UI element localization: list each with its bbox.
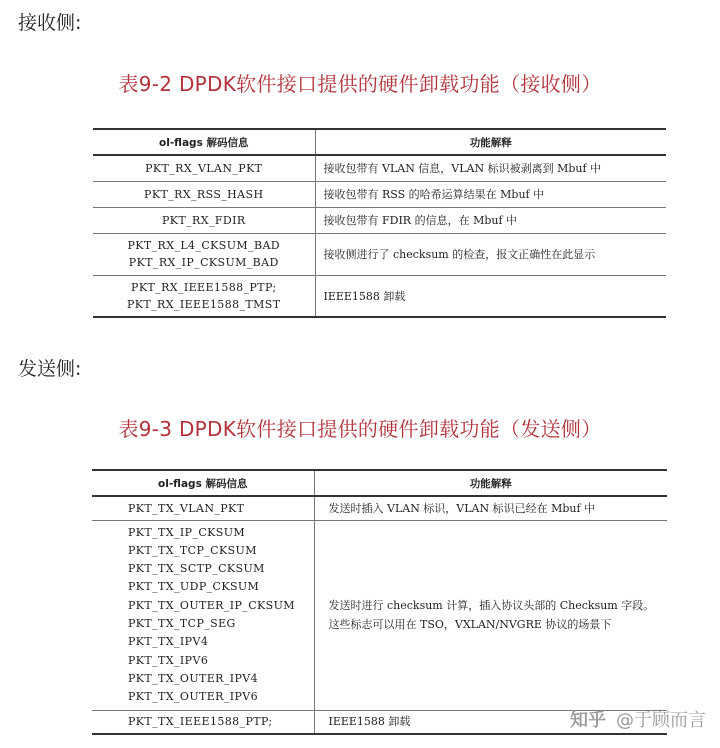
transmit-offload-table <box>92 469 667 735</box>
watermark-author: @于顾而言 <box>616 710 706 731</box>
zhihu-watermark <box>570 706 706 732</box>
column-header-flags: ol-flags 解码信息 <box>92 470 314 496</box>
flags-cell <box>92 710 314 734</box>
description-cell: IEEE1588 卸载 <box>314 710 667 734</box>
table-row <box>93 207 666 233</box>
description-cell: 发送时进行 checksum 计算，插入协议头部的 Checksum 字段。这些标志可以用在 TSO，VXLAN/NVGRE 协议的场景下 <box>314 520 667 710</box>
flag-name: PKT_RX_IEEE1588_PTP; <box>131 280 277 294</box>
table-row <box>93 155 666 181</box>
table-9-2-caption: 表9-2 DPDK软件接口提供的硬件卸载功能（接收侧） <box>118 72 602 96</box>
flag-name: PKT_TX_IP_CKSUM <box>128 525 246 539</box>
description-cell: 接收包带有 FDIR 的信息，在 Mbuf 中 <box>315 207 666 233</box>
flag-name: PKT_RX_L4_CKSUM_BAD <box>127 239 281 252</box>
table-row <box>93 181 666 207</box>
flags-cell <box>93 207 315 233</box>
flag-name: PKT_RX_IEEE1588_TMST <box>127 297 281 311</box>
receive-offload-table <box>93 128 666 318</box>
flags-cell <box>92 520 314 710</box>
flag-name: PKT_RX_FDIR <box>161 213 246 227</box>
description-cell: 接收包带有 VLAN 信息，VLAN 标识被剥离到 Mbuf 中 <box>315 155 666 181</box>
table-row <box>92 496 667 520</box>
flag-name: PKT_TX_OUTER_IPV4 <box>128 671 259 685</box>
description-cell: 接收侧进行了 checksum 的检查，报文正确性在此显示 <box>315 233 666 275</box>
flag-name: PKT_RX_VLAN_PKT <box>145 161 263 175</box>
flag-name: PKT_TX_UDP_CKSUM <box>128 580 260 594</box>
flag-name: PKT_TX_OUTER_IPV6 <box>128 690 259 704</box>
flags-cell <box>93 155 315 181</box>
column-header-description: 功能解释 <box>315 129 666 155</box>
column-header-description: 功能解释 <box>314 470 667 496</box>
table-header-row <box>93 129 666 155</box>
table-row <box>93 275 666 317</box>
column-header-flags: ol-flags 解码信息 <box>93 129 315 155</box>
flag-name: PKT_TX_TCP_CKSUM <box>128 543 257 557</box>
flag-name: PKT_TX_SCTP_CKSUM <box>128 562 265 576</box>
flag-name: PKT_TX_IEEE1588_PTP; <box>128 715 273 729</box>
flag-name: PKT_RX_RSS_HASH <box>144 187 264 201</box>
flag-name: PKT_TX_VLAN_PKT <box>128 501 245 515</box>
flag-name: PKT_TX_IPV4 <box>128 635 209 649</box>
table-row <box>92 520 667 710</box>
flags-cell <box>93 275 315 317</box>
flags-cell <box>93 181 315 207</box>
flags-cell <box>92 496 314 520</box>
flags-cell <box>93 233 315 275</box>
flag-name: PKT_RX_IP_CKSUM_BAD <box>128 256 279 269</box>
zhihu-logo: 知乎 <box>570 710 606 731</box>
receive-section-label: 接收侧: <box>18 12 82 34</box>
description-cell: IEEE1588 卸载 <box>315 275 666 317</box>
transmit-section-label: 发送侧: <box>18 358 82 380</box>
description-cell: 发送时插入 VLAN 标识，VLAN 标识已经在 Mbuf 中 <box>314 496 667 520</box>
description-cell: 接收包带有 RSS 的哈希运算结果在 Mbuf 中 <box>315 181 666 207</box>
flag-name: PKT_TX_OUTER_IP_CKSUM <box>128 598 295 612</box>
flag-name: PKT_TX_TCP_SEG <box>128 617 236 630</box>
table-9-3-caption: 表9-3 DPDK软件接口提供的硬件卸载功能（发送侧） <box>118 417 602 441</box>
flag-name: PKT_TX_IPV6 <box>128 653 209 667</box>
table-row <box>93 233 666 275</box>
table-header-row <box>92 470 667 496</box>
